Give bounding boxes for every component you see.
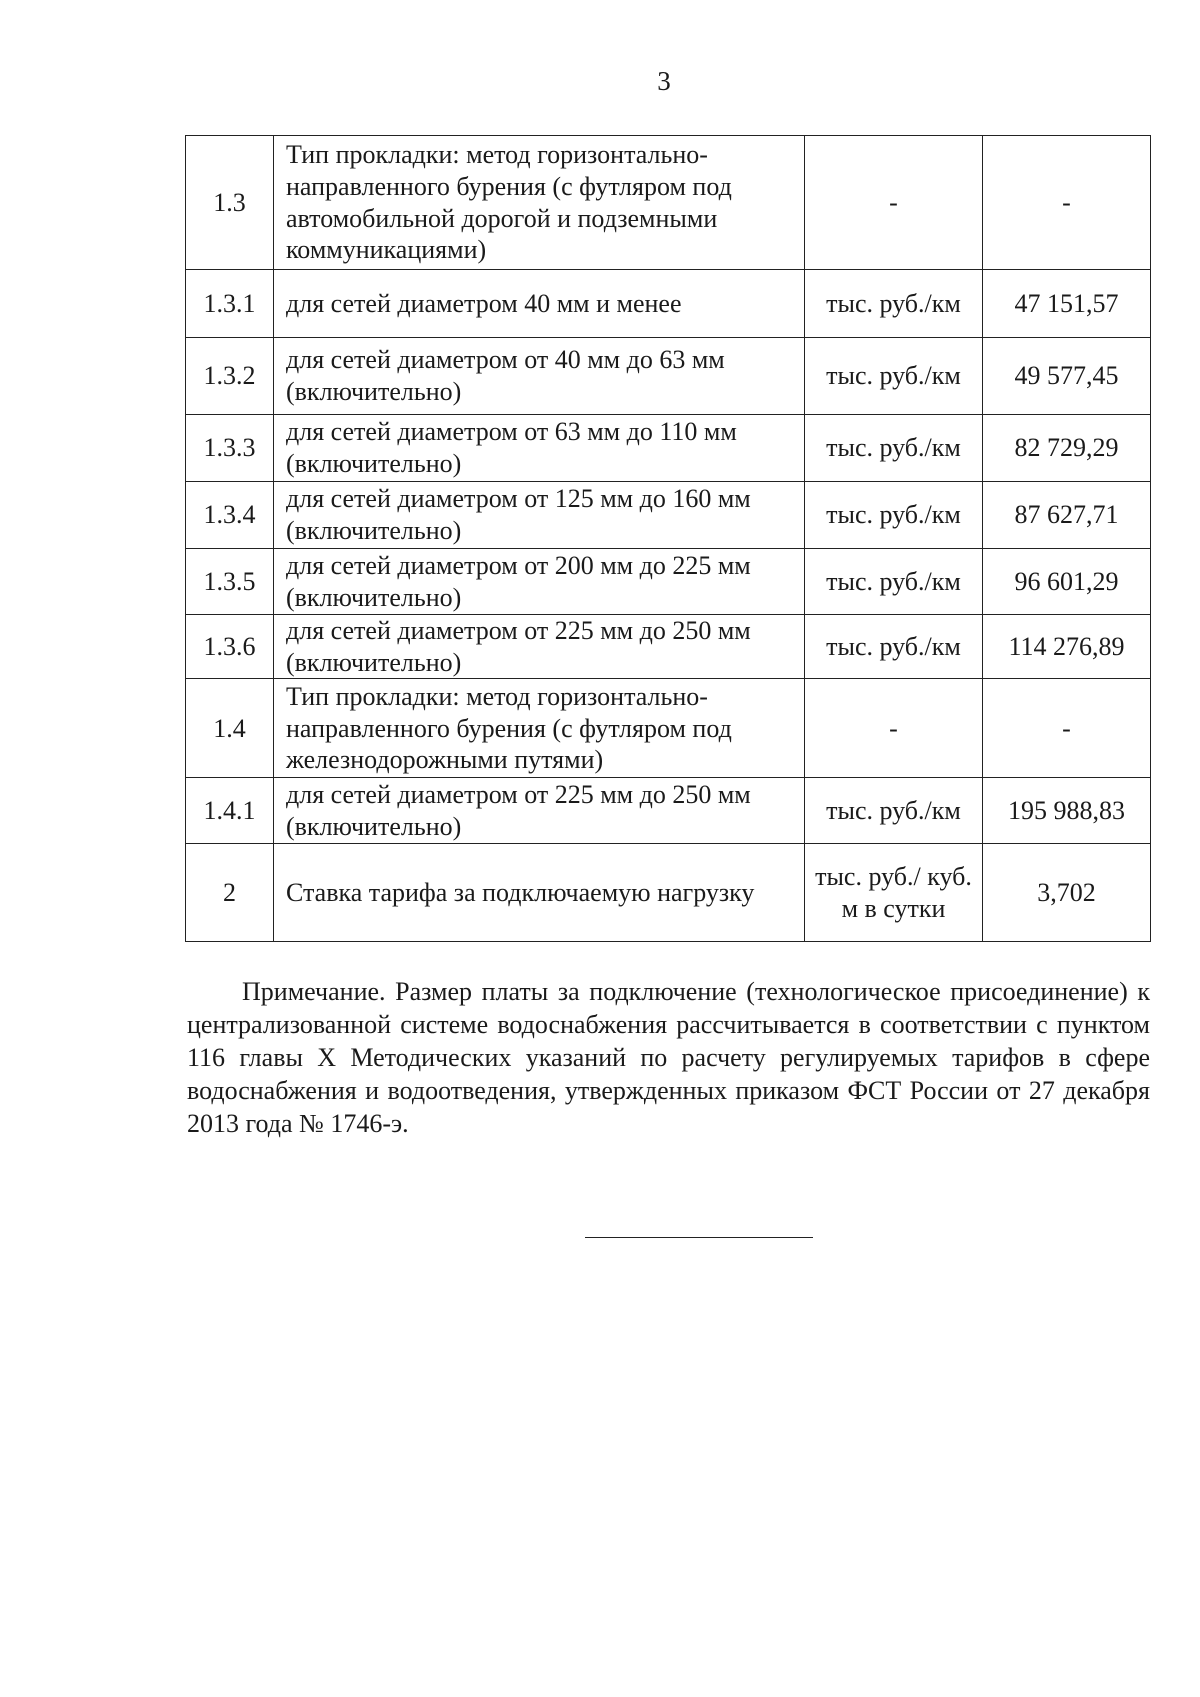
row-value: 195 988,83 [983, 778, 1151, 844]
row-value: 87 627,71 [983, 482, 1151, 549]
row-unit: - [805, 679, 983, 778]
row-value: 96 601,29 [983, 549, 1151, 615]
row-unit: тыс. руб./км [805, 270, 983, 338]
row-number: 1.3.1 [186, 270, 274, 338]
table-row [186, 778, 1151, 844]
note [187, 975, 1150, 1140]
row-value: 47 151,57 [983, 270, 1151, 338]
row-value: 82 729,29 [983, 415, 1151, 482]
row-number: 1.3.5 [186, 549, 274, 615]
row-unit: - [805, 136, 983, 270]
row-value: 49 577,45 [983, 338, 1151, 415]
row-number: 1.4 [186, 679, 274, 778]
tariff-table [185, 135, 1151, 942]
table-row [186, 270, 1151, 338]
table-row [186, 549, 1151, 615]
table-row [186, 615, 1151, 679]
row-description: для сетей диаметром от 225 мм до 250 мм (включительно) [274, 778, 805, 844]
table-row [186, 136, 1151, 270]
row-value: - [983, 679, 1151, 778]
row-number: 1.3 [186, 136, 274, 270]
row-description: для сетей диаметром 40 мм и менее [274, 270, 805, 338]
row-number: 1.3.4 [186, 482, 274, 549]
row-description: Ставка тарифа за подключаемую нагрузку [274, 844, 805, 942]
row-unit: тыс. руб./ куб. м в сутки [805, 844, 983, 942]
row-number: 1.4.1 [186, 778, 274, 844]
table-row [186, 338, 1151, 415]
row-description: для сетей диаметром от 200 мм до 225 мм (включительно) [274, 549, 805, 615]
row-description: Тип прокладки: метод горизонтально-направленного бурения (с футляром под автомобильной дорогой и подземными коммуникациями) [274, 136, 805, 270]
table-row [186, 679, 1151, 778]
row-number: 1.3.3 [186, 415, 274, 482]
row-description: для сетей диаметром от 63 мм до 110 мм (включительно) [274, 415, 805, 482]
row-unit: тыс. руб./км [805, 549, 983, 615]
page-number: 3 [657, 66, 671, 96]
row-unit: тыс. руб./км [805, 338, 983, 415]
row-description: для сетей диаметром от 40 мм до 63 мм (включительно) [274, 338, 805, 415]
note-text: Примечание. Размер платы за подключение (технологическое присоединение) к централизованной системе водоснабжения рассчитывается в соответствии с пунктом 116 главы X Методических указаний по расчету регулируемых тарифов в сфере водоснабжения и водоотведения, утвержденных приказом ФСТ России от 27 декабря 2013 года № 1746-э. [187, 977, 1150, 1138]
table-row [186, 415, 1151, 482]
row-number: 1.3.6 [186, 615, 274, 679]
row-unit: тыс. руб./км [805, 482, 983, 549]
row-number: 1.3.2 [186, 338, 274, 415]
table-row [186, 482, 1151, 549]
row-value: - [983, 136, 1151, 270]
row-description: Тип прокладки: метод горизонтально-направленного бурения (с футляром под железнодорожными путями) [274, 679, 805, 778]
table-row [186, 844, 1151, 942]
row-description: для сетей диаметром от 225 мм до 250 мм (включительно) [274, 615, 805, 679]
row-number: 2 [186, 844, 274, 942]
row-value: 3,702 [983, 844, 1151, 942]
row-unit: тыс. руб./км [805, 615, 983, 679]
row-value: 114 276,89 [983, 615, 1151, 679]
row-unit: тыс. руб./км [805, 778, 983, 844]
row-unit: тыс. руб./км [805, 415, 983, 482]
separator-line [585, 1237, 813, 1238]
row-description: для сетей диаметром от 125 мм до 160 мм (включительно) [274, 482, 805, 549]
